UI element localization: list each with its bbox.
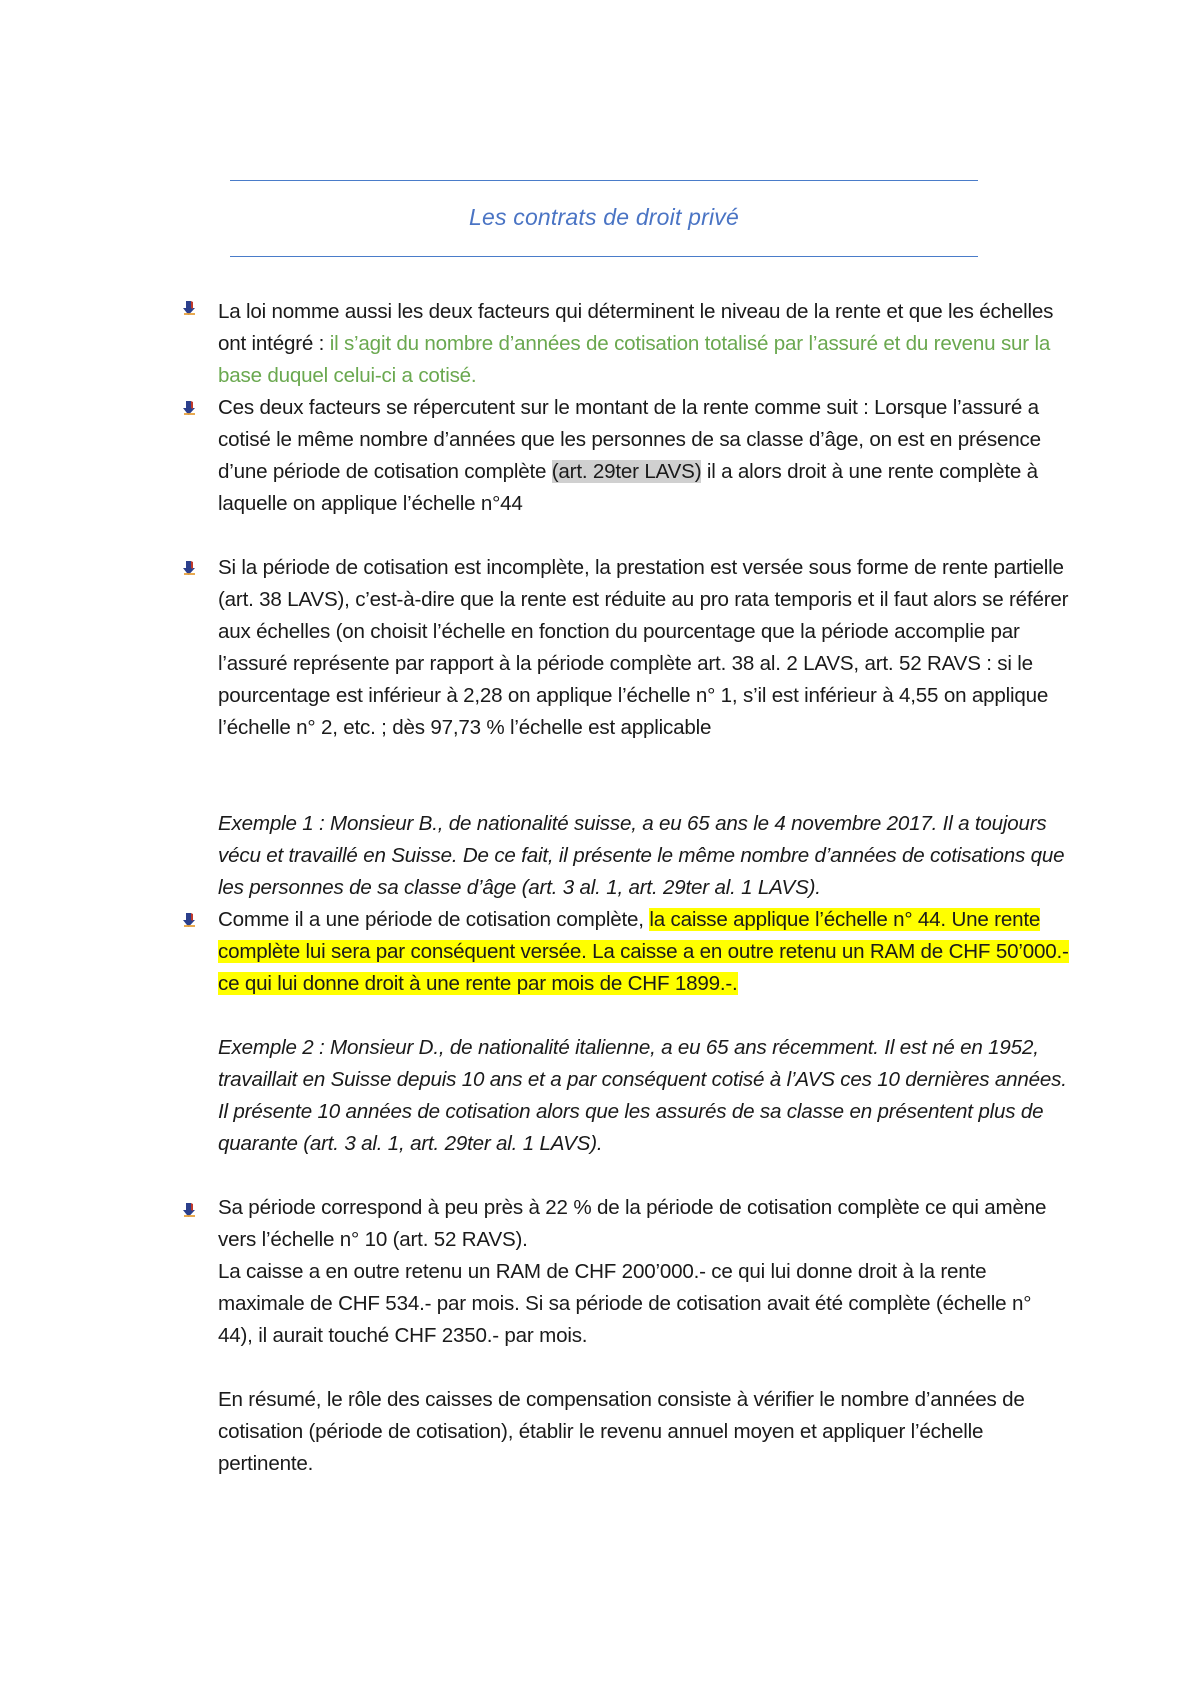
title-bottom-rule <box>230 256 978 257</box>
paragraph-summary: En résumé, le rôle des caisses de compensation consiste à vérifier le nombre d’années de cotisation (période de cotisation), établir le revenu annuel moyen et appliquer l’échelle pertinente. <box>218 1388 1025 1475</box>
paragraph-repercussion <box>218 392 1070 520</box>
arrow-down-bullet-icon <box>182 560 198 578</box>
paragraph-complete-highlight: la caisse applique l’échelle n° 44. Une rente complète lui sera par conséquent versée. La caisse a en outre retenu un RAM de CHF 50’000.- ce qui lui donne droit à une rente par mois de CHF 1899.-. <box>218 908 1069 995</box>
arrow-down-bullet-icon <box>182 912 198 930</box>
paragraph-periode-line1: Sa période correspond à peu près à 22 % de la période de cotisation complète ce qui amène vers l’échelle n° 10 (art. 52 RAVS). <box>218 1196 1047 1251</box>
document-title: Les contrats de droit privé <box>468 204 740 230</box>
paragraph-facteurs <box>218 296 1070 392</box>
paragraph-repercussion-text-before: Ces deux facteurs se répercutent sur le montant de la rente comme suit : Lorsque l’assuré a cotisé le même nombre d’années que les personnes de sa classe d’âge, on est en présence d’une période de cotisation complète <box>218 396 1041 483</box>
arrow-down-bullet-icon <box>182 1202 198 1220</box>
paragraph-repercussion-ref: (art. 29ter LAVS) <box>551 460 702 483</box>
paragraph-facteurs-green: il s’agit du nombre d’années de cotisation totalisé par l’assuré et du revenu sur la base duquel celui-ci a cotisé. <box>218 332 1051 387</box>
example-2: Exemple 2 : Monsieur D., de nationalité italienne, a eu 65 ans récemment. Il est né en 1952, travaillait en Suisse depuis 10 ans et a par conséquent cotisé à l’AVS ces 10 dernières années. Il présente 10 années de cotisation alors que les assurés de sa classe en présentent plus de quarante (art. 3 al. 1, art. 29ter al. 1 LAVS). <box>218 1036 1067 1155</box>
example-1: Exemple 1 : Monsieur B., de nationalité suisse, a eu 65 ans le 4 novembre 2017. Il a toujours vécu et travaillé en Suisse. De ce fait, il présente le même nombre d’années de cotisations que les personnes de sa classe d’âge (art. 3 al. 1, art. 29ter al. 1 LAVS). <box>218 812 1065 899</box>
paragraph-facteurs-text: La loi nomme aussi les deux facteurs qui déterminent le niveau de la rente et que les échelles ont intégré : <box>218 300 1054 355</box>
paragraph-incomplete: Si la période de cotisation est incomplète, la prestation est versée sous forme de rente partielle (art. 38 LAVS), c’est-à-dire que la rente est réduite au pro rata temporis et il faut alors se référer aux échelles (on choisit l’échelle en fonction du pourcentage que la période accomplie par l’assuré représente par rapport à la période complète art. 38 al. 2 LAVS, art. 52 RAVS : si le pourcentage est inférieur à 2,28 on applique l’échelle n° 1, s’il est inférieur à 4,55 on applique l’échelle n° 2, etc. ; dès 97,73 % l’échelle est applicable <box>218 556 1069 739</box>
arrow-down-bullet-icon <box>182 300 198 318</box>
paragraph-periode-line2: La caisse a en outre retenu un RAM de CHF 200’000.- ce qui lui donne droit à la rente maximale de CHF 534.- par mois. Si sa période de cotisation avait été complète (échelle n° 44), il aurait touché CHF 2350.- par mois. <box>218 1260 1032 1347</box>
paragraph-repercussion-text-after: il a alors droit à une rente complète à laquelle on applique l’échelle n°44 <box>218 460 1038 515</box>
paragraph-complete <box>218 904 1070 1000</box>
paragraph-periode <box>218 1192 1070 1352</box>
title-top-rule <box>230 180 978 181</box>
paragraph-complete-text: Comme il a une période de cotisation complète, <box>218 908 650 931</box>
arrow-down-bullet-icon <box>182 400 198 418</box>
